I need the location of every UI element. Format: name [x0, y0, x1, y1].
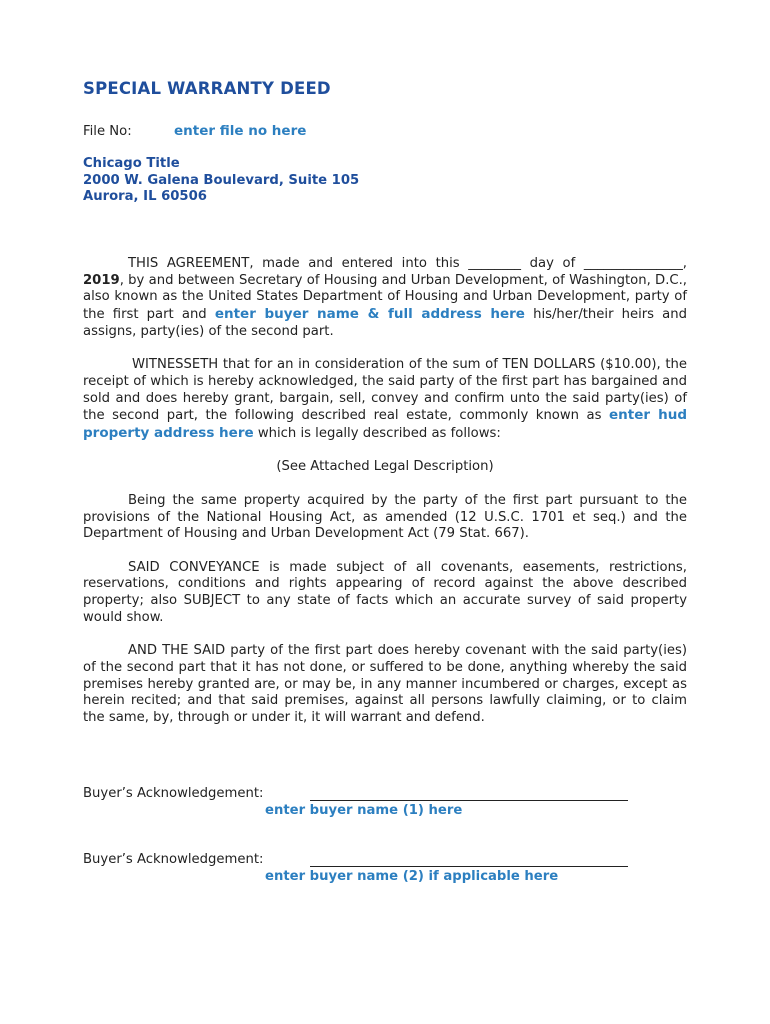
address-line-2: 2000 W. Galena Boulevard, Suite 105: [83, 172, 360, 188]
signature-line-2[interactable]: [310, 866, 628, 867]
legal-description-note: (See Attached Legal Description): [276, 459, 494, 475]
witnesseth-paragraph: [83, 357, 687, 443]
document-title: SPECIAL WARRANTY DEED: [83, 79, 331, 98]
signature-line-1[interactable]: [310, 800, 628, 801]
acknowledgement-label-2: Buyer’s Acknowledgement:: [83, 852, 264, 867]
agreement-text-3: his/her/their heirs and assigns, party(ies) of the second part.: [83, 307, 687, 339]
agreement-text-2: , by and between Secretary of Housing and Urban Development, of Washington, D.C., also known as the United States Department of Housing and Urban Development, party of the first part and: [83, 272, 687, 323]
buyer-name-2-field[interactable]: enter buyer name (2) if applicable here: [265, 869, 559, 884]
agreement-year: 2019: [83, 272, 120, 288]
buyer-name-address-field[interactable]: enter buyer name & full address here: [214, 306, 525, 323]
conveyance-paragraph: SAID CONVEYANCE is made subject of all covenants, easements, restrictions, reservations, conditions and rights appearing of record against the above described property; also SUBJECT to any state of facts which an accurate survey of said property would show.: [83, 559, 687, 625]
address-line-1: Chicago Title: [83, 156, 180, 171]
agreement-text-1: THIS AGREEMENT, made and entered into this ________ day of _______________,: [128, 256, 687, 271]
buyer-acknowledgement-2: [83, 852, 643, 884]
witnesseth-text-1: WITNESSETH that for an in consideration of the sum of TEN DOLLARS ($10.00), the receipt of which is hereby acknowledged, the said party of the first part has bargained and sold and does hereby grant, bargain, sell, convey and confirm unto the said party(ies) of the second part, the following described real estate, commonly known as: [83, 357, 687, 424]
buyer-name-1-field[interactable]: enter buyer name (1) here: [265, 803, 463, 818]
property-address-field[interactable]: enter hud property address here: [83, 407, 687, 442]
acquisition-paragraph: Being the same property acquired by the party of the first part pursuant to the provisions of the National Housing Act, as amended (12 U.S.C. 1701 et seq.) and the Department of Housing and Urban Development Act (79 Stat. 667).: [83, 492, 687, 542]
acknowledgement-label-1: Buyer’s Acknowledgement:: [83, 786, 264, 801]
title-company-address: [83, 156, 359, 206]
agreement-paragraph: [83, 256, 687, 341]
file-number-label: File No:: [83, 124, 132, 139]
deed-body: [83, 256, 687, 743]
covenant-paragraph: AND THE SAID party of the first part does hereby covenant with the said party(ies) of the second part that it has not done, or suffered to be done, anything whereby the said premises hereby granted are, or may be, in any manner incumbered or charges, except as herein recited; and that said premises, against all persons lawfully claiming, or to claim the same, by, through or under it, it will warrant and defend.: [83, 643, 687, 725]
buyer-acknowledgement-1: [83, 786, 643, 818]
witnesseth-text-2: which is legally described as follows:: [253, 426, 501, 442]
file-number-row: [83, 123, 306, 141]
file-number-field[interactable]: enter file no here: [174, 123, 307, 139]
address-line-3: Aurora, IL 60506: [83, 189, 207, 205]
